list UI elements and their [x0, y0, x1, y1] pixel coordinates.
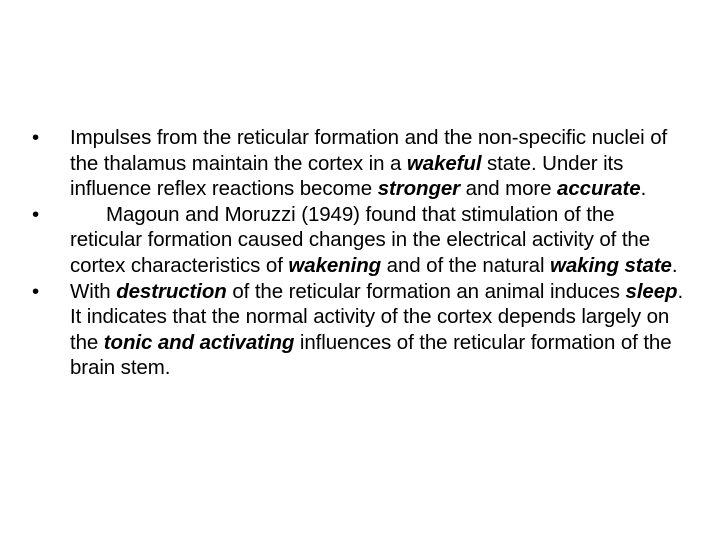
bullet-item-3 [32, 279, 692, 381]
bullet-1-emphasis-wakeful: wakeful [406, 151, 482, 175]
bullet-3-text: influences of the reticular formation of the brain stem. [70, 330, 672, 380]
bullet-3-emphasis-destruction: destruction [116, 279, 227, 303]
bullet-3-emphasis-sleep: sleep [625, 279, 678, 303]
bullet-1-text: . [640, 177, 647, 201]
bullet-marker: • [32, 126, 40, 149]
bullet-2-text: and of the natural [381, 253, 551, 277]
bullet-3-text: With [70, 279, 117, 303]
bullet-2-text: Magoun and Moruzzi (1949) found that stimulation of the reticular formation caused changes in the electrical activity of the cortex characteristics of [70, 202, 651, 277]
bullet-3-emphasis-tonic-activating: tonic and activating [103, 330, 295, 354]
bullet-item-1 [32, 125, 692, 202]
bullet-1-emphasis-accurate: accurate [557, 177, 641, 201]
bullet-marker: • [32, 202, 40, 226]
bullet-2-text: . [671, 253, 678, 277]
bullet-2-emphasis-wakening: wakening [288, 253, 382, 277]
bullet-marker: • [32, 279, 40, 303]
bullet-item-2 [32, 202, 692, 279]
bullet-1-text: and more [460, 177, 558, 201]
bullet-list [32, 125, 692, 381]
bullet-3-text: of the reticular formation an animal induces [226, 279, 626, 303]
bullet-1-emphasis-stronger: stronger [377, 177, 461, 201]
bullet-1-text: state. Under its influence reflex reactions become [70, 151, 624, 201]
bullet-1-text: Impulses from the reticular formation and the non-specific nuclei of the thalamus maintain the cortex in a [70, 126, 668, 175]
bullet-3-text: . It indicates that the normal activity of the cortex depends largely on the [70, 279, 684, 354]
bullet-2-emphasis-waking-state: waking state [550, 253, 672, 277]
